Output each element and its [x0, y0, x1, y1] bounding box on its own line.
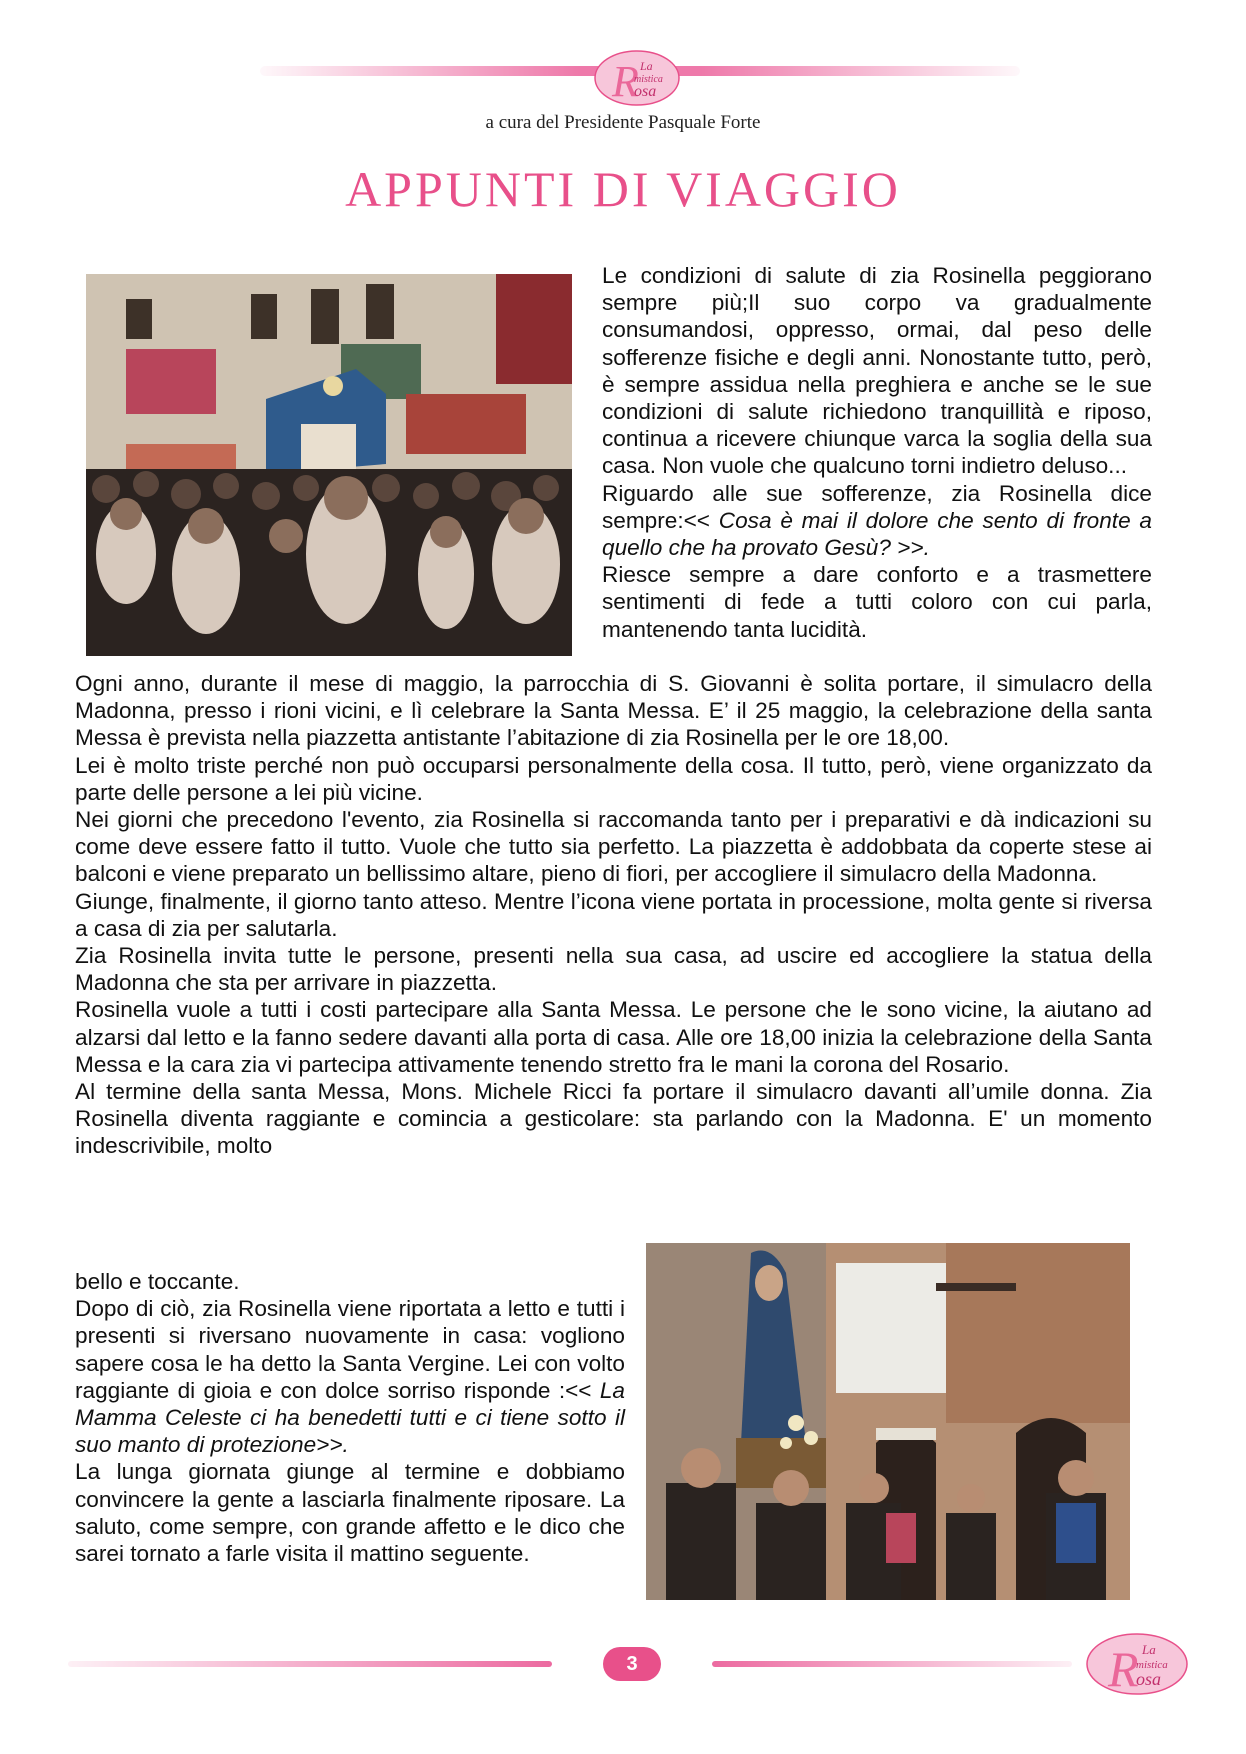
footer-decorative-line: [68, 1661, 552, 1667]
paragraph: Le condizioni di salute di zia Rosinella peggiorano sempre più;Il suo corpo va gradualmente consumandosi, oppresso, ormai, dal peso delle sofferenze fisiche e degli anni. Nonostante tutto, però, è sempre assidua nella preghiera e anche se le sue condizioni di salute richiedono tranquillità e riposo, continua a ricevere chiunque varca la soglia della sua casa. Non vuole che qualcuno torni indietro deluso...: [602, 263, 1152, 479]
procession-crowd-photo: [86, 274, 572, 656]
paragraph: Lei è molto triste perché non può occuparsi personalmente della cosa. Il tutto, però, viene organizzato da parte delle persone a lei più vicine.: [75, 752, 1152, 805]
paragraph: La lunga giornata giunge al termine e dobbiamo convincere la gente a lasciarla finalmente riposare. La saluto, come sempre, con grande affetto e le dico che sarei tornato a farle visita il mattino seguente.: [75, 1459, 625, 1567]
svg-text:La: La: [1142, 1642, 1156, 1657]
lower-left-text: [75, 1268, 625, 1567]
quote: Cosa è mai il dolore che sento di fronte a quello che ha provato Gesù? >>.: [602, 507, 1152, 561]
paragraph: Zia Rosinella invita tutte le persone, presenti nella sua casa, ad uscire ed accogliere la statua della Madonna che sta per arrivare in piazzetta.: [75, 943, 1152, 996]
paragraph: Nei giorni che precedono l'evento, zia Rosinella si raccomanda tanto per i preparativi e dà indicazioni su come deve essere fatto il tutto. Vuole che tutto sia perfetto. La piazzetta è addobbata da coperte stese ai balconi e viene preparato un bellissimo altare, pieno di fiori, per accogliere il simulacro della Madonna.: [75, 807, 1152, 887]
paragraph: bello e toccante.: [75, 1269, 240, 1294]
paragraph: Riesce sempre a dare conforto e a trasmettere sentimenti di fede a tutti coloro con cui parla, mantenendo tanta lucidità.: [602, 562, 1152, 642]
svg-text:mistica: mistica: [634, 74, 663, 85]
right-column-text: [602, 262, 1152, 643]
svg-text:osa: osa: [634, 83, 657, 100]
quote: La Mamma Celeste ci ha benedetti tutti e ci tiene sotto il suo manto di protezione>>.: [75, 1377, 625, 1458]
paragraph-text: Dopo di ciò, zia Rosinella viene riportata a letto e tutti i presenti si riversano nuovamente in casa: vogliono sapere cosa le ha detto la Santa Vergine. Lei con volto raggiante di gioia e con dolce sorriso risponde :<<: [75, 1296, 625, 1403]
svg-text:La: La: [640, 59, 653, 73]
madonna-statue-photo: [646, 1243, 1130, 1600]
paragraph: [602, 480, 1152, 562]
mistica-rosa-logo: [1078, 1630, 1196, 1698]
footer-decorative-line: [712, 1661, 1072, 1667]
svg-text:mistica: mistica: [1136, 1659, 1168, 1671]
svg-text:R: R: [612, 57, 639, 106]
paragraph: Rosinella vuole a tutti i costi partecipare alla Santa Messa. Le persone che le sono vicine, la aiutano ad alzarsi dal letto e la fanno sedere davanti alla porta di casa. Alle ore 18,00 inizia la celebrazione della Santa Messa e la cara zia vi partecipa attivamente tenendo stretto fra le mani la corona del Rosario.: [75, 997, 1152, 1077]
paragraph: Ogni anno, durante il mese di maggio, la parrocchia di S. Giovanni è solita portare, il simulacro della Madonna, presso i rioni vicini, e lì celebrare la Santa Messa. E’ il 25 maggio, la celebrazione della santa Messa è prevista nella piazzetta antistante l’abitazione di zia Rosinella per le ore 18,00.: [75, 671, 1152, 751]
paragraph: [75, 1295, 625, 1458]
paragraph-text: Riguardo alle sue sofferenze, zia Rosinella dice sempre:<<: [602, 480, 1152, 533]
svg-text:R: R: [1108, 1641, 1139, 1697]
paragraph: Al termine della santa Messa, Mons. Michele Ricci fa portare il simulacro davanti all’umile donna. Zia Rosinella diventa raggiante e comincia a gesticolare: sta parlando con la Madonna. E' un momento indescrivibile, molto: [75, 1079, 1152, 1159]
main-text: [75, 670, 1152, 1160]
page-title: APPUNTI DI VIAGGIO: [345, 161, 901, 217]
mistica-rosa-logo: [582, 48, 692, 108]
svg-text:osa: osa: [1136, 1669, 1162, 1689]
paragraph: Giunge, finalmente, il giorno tanto atteso. Mentre l’icona viene portata in processione, molta gente si riversa a casa di zia per salutarla.: [75, 888, 1152, 941]
byline: a cura del Presidente Pasquale Forte: [485, 112, 761, 133]
page-number: 3: [603, 1647, 661, 1681]
